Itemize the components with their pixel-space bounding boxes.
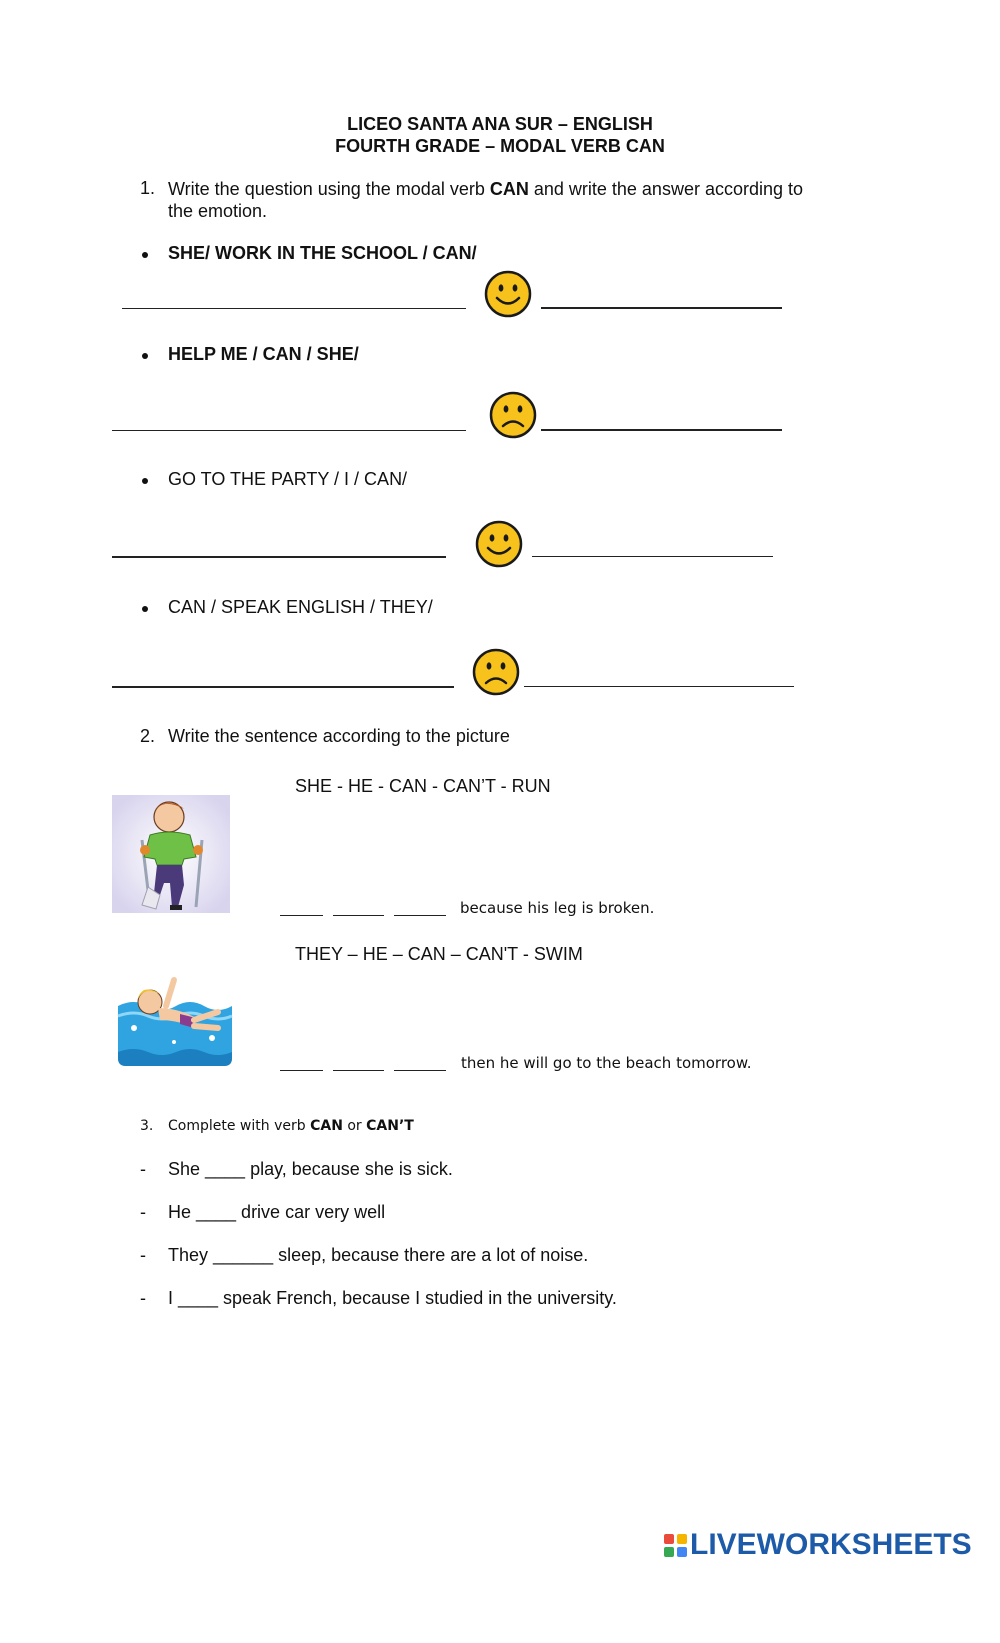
word-bank-1: SHE - HE - CAN - CAN’T - RUN (295, 776, 551, 796)
section1-instruction-keyword: CAN (489, 179, 529, 199)
section1-instruction (168, 178, 848, 222)
blank-1b[interactable] (333, 901, 384, 916)
sentence-blanks-2 (280, 1055, 456, 1071)
emotion-answer-line-4[interactable] (524, 686, 794, 687)
boy-swimming-picture (114, 972, 234, 1068)
prompt-1: SHE/ WORK IN THE SCHOOL / CAN/ (168, 243, 477, 263)
section3-keyword-cant: CAN’T (366, 1118, 414, 1134)
happy-face-icon (484, 270, 532, 318)
section1-number: 1. (140, 178, 156, 198)
logo-grid-icon (664, 1534, 688, 1558)
question-answer-line-3[interactable] (112, 556, 446, 558)
emotion-answer-line-2[interactable] (541, 429, 782, 431)
bullet-icon (142, 353, 148, 359)
worksheet-title-topic: FOURTH GRADE – MODAL VERB CAN (335, 136, 665, 156)
blank-2b[interactable] (333, 1056, 384, 1071)
blank-2c[interactable] (394, 1056, 446, 1071)
prompt-4: CAN / SPEAK ENGLISH / THEY/ (168, 597, 433, 617)
blank-1a[interactable] (280, 901, 323, 916)
section1-instruction-text-3: the emotion. (168, 201, 268, 221)
bullet-icon (142, 252, 148, 258)
section1-instruction-text-2: and write the answer according to (528, 179, 804, 199)
section2-number: 2. (140, 726, 156, 746)
section3-keyword-can: CAN (310, 1118, 343, 1134)
dash: - (140, 1202, 146, 1222)
happy-face-icon (475, 520, 523, 568)
blank-1c[interactable] (394, 901, 446, 916)
sentence-ending-1: because his leg is broken. (460, 899, 655, 917)
boy-with-crutches-picture (112, 795, 230, 913)
bullet-icon (142, 606, 148, 612)
section3-instruction-or: or (342, 1118, 367, 1134)
prompt-3: GO TO THE PARTY / I / CAN/ (168, 469, 408, 489)
section2-instruction: Write the sentence according to the picture (168, 726, 510, 746)
dash: - (140, 1159, 146, 1179)
worksheet-title-school: LICEO SANTA ANA SUR – ENGLISH (347, 114, 653, 134)
dash: - (140, 1288, 146, 1308)
blank-2a[interactable] (280, 1056, 323, 1071)
bullet-icon (142, 478, 148, 484)
sad-face-icon (472, 648, 520, 696)
section3-instruction-text: Complete with verb (168, 1118, 311, 1134)
fill-sentence-3[interactable]: They ______ sleep, because there are a lot of noise. (168, 1245, 589, 1265)
section3-number: 3. (140, 1118, 154, 1134)
sad-face-icon (489, 391, 537, 439)
emotion-answer-line-3[interactable] (532, 556, 773, 557)
question-answer-line-4[interactable] (112, 686, 454, 688)
word-bank-2: THEY – HE – CAN – CAN'T - SWIM (295, 944, 583, 964)
fill-sentence-2[interactable]: He ____ drive car very well (168, 1202, 386, 1222)
logo-text: LIVEWORKSHEETS (690, 1528, 972, 1561)
section3-instruction (168, 1118, 414, 1134)
prompt-2: HELP ME / CAN / SHE/ (168, 344, 359, 364)
emotion-answer-line-1[interactable] (541, 307, 782, 309)
sentence-blanks-1 (280, 900, 456, 916)
question-answer-line-1[interactable] (122, 308, 466, 309)
section1-instruction-text: Write the question using the modal verb (168, 179, 490, 199)
sentence-ending-2: then he will go to the beach tomorrow. (461, 1054, 752, 1072)
question-answer-line-2[interactable] (112, 430, 466, 431)
dash: - (140, 1245, 146, 1265)
fill-sentence-1[interactable]: She ____ play, because she is sick. (168, 1159, 453, 1179)
fill-sentence-4[interactable]: I ____ speak French, because I studied in the university. (168, 1288, 617, 1308)
